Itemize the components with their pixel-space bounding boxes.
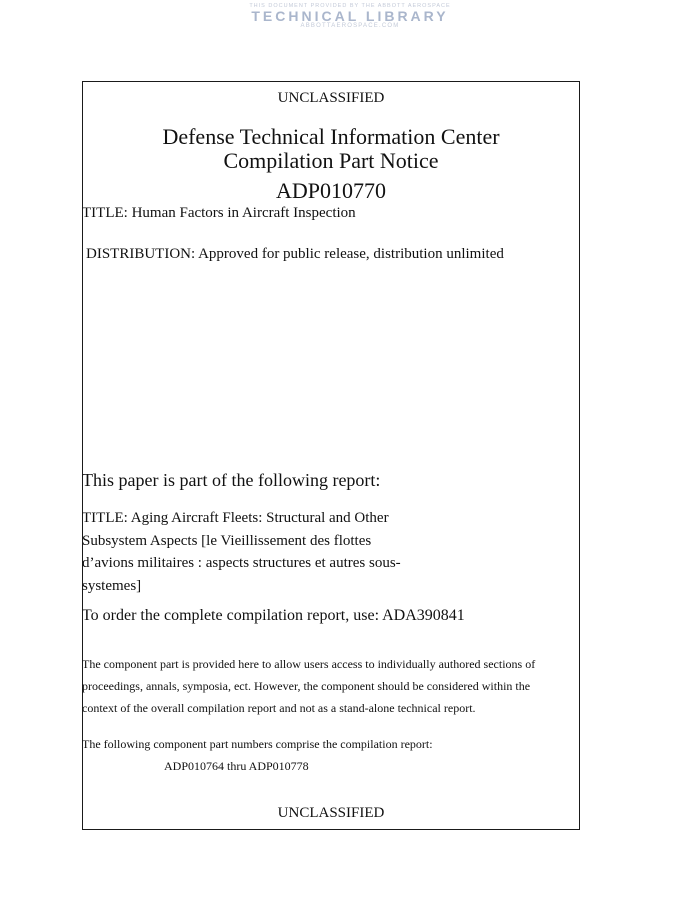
part-of-heading: This paper is part of the following report: — [82, 470, 381, 490]
classification-bottom: UNCLASSIFIED — [277, 805, 385, 821]
report-title: TITLE: Aging Aircraft Fleets: Structural and Other Subsystem Aspects [le Vieillissement des flottes d’avions militaires : aspects structures et autres sous-systemes] — [82, 510, 401, 594]
order-instructions: To order the complete compilation report, use: ADA390841 — [82, 607, 465, 624]
center-name: Defense Technical Information Center — [162, 124, 500, 149]
watermark-provider-text: THIS DOCUMENT PROVIDED BY THE ABBOTT AEROSPACE — [249, 3, 451, 9]
document-number: ADP010770 — [275, 178, 386, 203]
component-numbers-intro: The following component part numbers comprise the compilation report: — [82, 737, 433, 751]
distribution-statement: DISTRIBUTION: Approved for public release, distribution unlimited — [86, 246, 504, 262]
paper-title: TITLE: Human Factors in Aircraft Inspection — [82, 205, 356, 221]
component-numbers-range: ADP010764 thru ADP010778 — [164, 759, 309, 773]
watermark-library-title: TECHNICAL LIBRARY — [251, 8, 449, 24]
notice-type: Compilation Part Notice — [223, 148, 439, 173]
classification-top: UNCLASSIFIED — [277, 90, 385, 106]
watermark-website: ABBOTTAEROSPACE.COM — [300, 23, 400, 29]
component-description: The component part is provided here to allow users access to individually authored sections of proceedings, annals, symposia, ect. However, the component should be considered within the context of the overall compilation report and not as a stand-alone technical report. — [82, 657, 536, 715]
